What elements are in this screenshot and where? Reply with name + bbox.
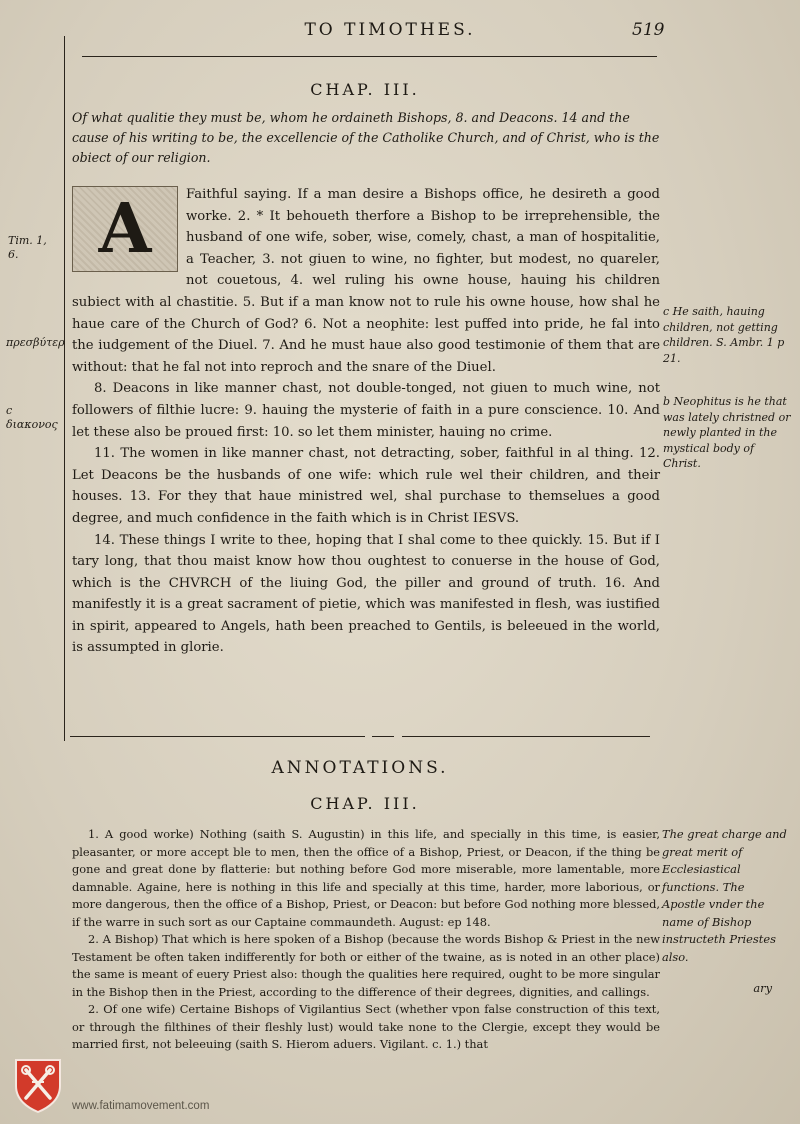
page-number: 519 [632, 20, 665, 40]
annotation-1: 1. A good worke) Nothing (saith S. Augustin) in this life, and specially in this time, is easier, pleasanter, or more accept ble to men, then the office of a Bishop, Priest, or Deacon, if the thing be gone and great done by flatterie: but nothing before God more miserable, more lamentable, more damnable. Againe, here is nothing in this life and specially at this time, harder, more laborious, or more dangerous, then the office of a Bishop, Priest, or Deacon: but before God nothing more blessed, if the warre in such sort as our Captaine commaundeth. August: ep 148. [72, 827, 660, 929]
section-rule-right [402, 736, 650, 737]
paragraph-3: 11. The women in like manner chast, not detracting, sober, faithful in al thing. 12. Let Deacons be the husbands of one wife: which rule wel their children, and their houses. 13. For they that haue ministred wel, shal purchase to themselues a good degree, and much confidence in the faith which is in Christ IESVS. [72, 446, 660, 526]
paragraph-4: 14. These things I write to thee, hoping that I shal come to thee quickly. 15. But if I tary long, that thou maist know how thou oughtest to conuerse in the house of God, which is the CHVRCH of the liuing God, the piller and ground of truth. 16. And manifestly it is a great sacrament of pietie, which was manifested in flesh, was iustified in spirit, appeared to Angels, hath been preached to Gentils, is beleeued in the world, is assumpted in glorie. [72, 532, 660, 656]
left-margin-note-2: πρεσβύτερ [6, 336, 65, 349]
annotation-2: 2. A Bishop) That which is here spoken of a Bishop (because the words Bishop & Priest in the new Testament be often taken indifferently for both or either of the twaine, as is noted in an other place) the same is meant of euery Priest also: though the qualities here required, ought to be more singular in the Bishop then in the Priest, according to the difference of their degrees, dignities, and callings. [72, 932, 660, 999]
initial-letter: A [73, 187, 177, 271]
paragraph-2: 8. Deacons in like manner chast, not double-tonged, not giuen to much wine, not followers of filthie lucre: 9. hauing the mysterie of faith in a pure conscience. 10. And let these also be proued first: 10. so let them minister, hauing no crime. [72, 381, 660, 440]
annotations-title: ANNOTATIONS. [271, 758, 449, 778]
watermark-url: www.fatimamovement.com [72, 1100, 210, 1112]
decorated-initial [72, 186, 178, 272]
left-margin-note-3: c διακονος [6, 404, 58, 431]
annotations-text [72, 826, 660, 1054]
chapter-heading: CHAP. III. [310, 80, 420, 99]
left-margin-note-1: Tim. 1, 6. [8, 234, 47, 261]
papal-keys-shield-icon [12, 1056, 64, 1114]
running-head: TO TIMOTHES. [304, 20, 476, 40]
left-column-rule [64, 36, 65, 741]
section-rule-mid [372, 736, 394, 737]
annotations-side-note: The great charge and great merit of Ecclesiastical functions. The Apostle vnder the name of Bishop instructeth Priestes also. [662, 827, 787, 964]
right-margin-note-1: c He saith, hauing children, not getting children. S. Ambr. 1 p 21. [663, 305, 785, 365]
chapter-summary: Of what qualitie they must be, whom he ordaineth Bishops, 8. and Deacons. 14 and the cause of his writing to be, the excellencie of the Catholike Church, and of Christ, who is the obiect of our religion. [72, 110, 660, 165]
paragraph-1 [72, 184, 660, 378]
annotations-right-margin [662, 826, 790, 998]
section-rule-left [70, 736, 365, 737]
annotation-3: 2. Of one wife) Certaine Bishops of Vigilantius Sect (whether vpon false construction of this text, or through the filthines of their fleshly lust) would take none to the Clergie, except they would be married first, not beleeuing (saith S. Hierom aduers. Vigilant. c. 1.) that [72, 1002, 660, 1051]
paragraph-1-text: Faithful saying. If a man desire a Bishops office, he desireth a good worke. 2. * It behoueth therfore a Bishop to be irreprehensible, the husband of one wife, sober, wise, comely, chast, a man of hospitalitie, a Teacher, 3. not giuen to wine, no fighter, but modest, no quareler, not couetous, 4. wel ruling his owne house, hauing his children subiect with al chastitie. 5. But if a man know not to rule his owne house, how shal he haue care of the Church of God? 6. Not a neophite: lest puffed into pride, he fal into the iudgement of the Diuel. 7. And he must haue also good testimonie of them that are without: that he fal not into reproch and the snare of the Diuel. [72, 187, 660, 375]
catchword: ary [753, 981, 772, 995]
top-rule [82, 56, 657, 57]
annotations-chapter-heading: CHAP. III. [310, 794, 420, 813]
chapter-text [72, 184, 660, 659]
right-margin-note-2: b Neophitus is he that was lately christned or newly planted in the mystical body of Christ. [663, 395, 791, 470]
